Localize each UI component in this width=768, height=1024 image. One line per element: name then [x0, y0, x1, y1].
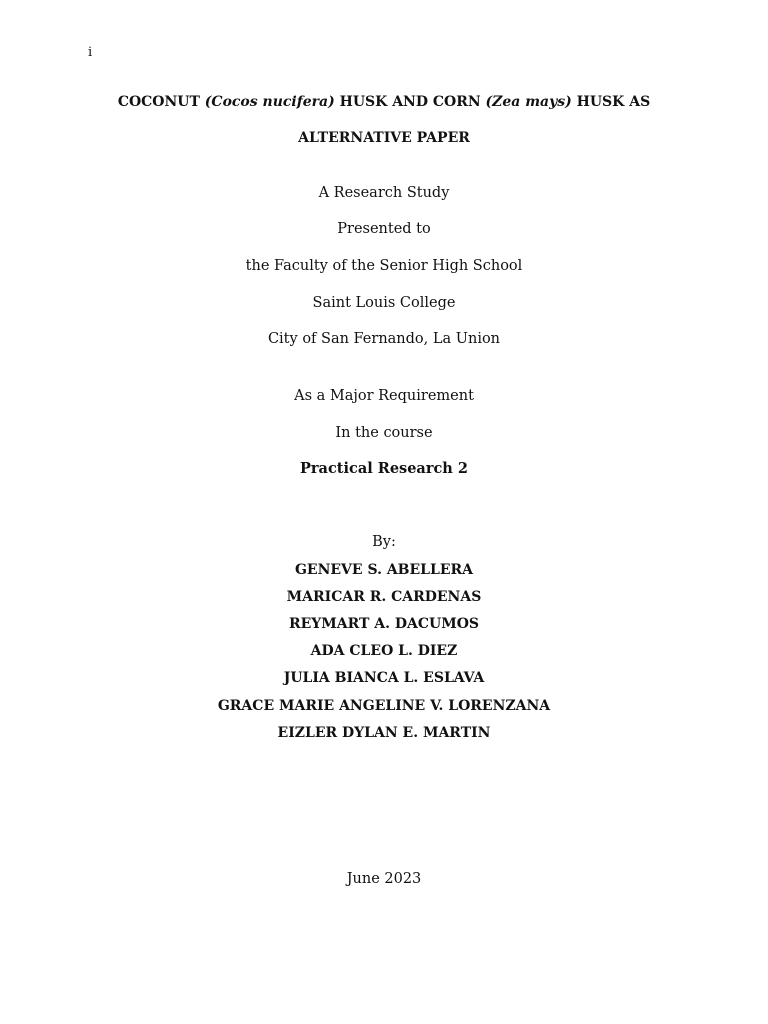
course-name: Practical Research 2: [300, 460, 468, 477]
school-name: Saint Louis College: [312, 295, 456, 311]
title-part-1: COCONUT: [117, 94, 205, 110]
author-name: GRACE MARIE ANGELINE V. LORENZANA: [217, 698, 551, 714]
school-location: City of San Fernando, La Union: [267, 331, 501, 347]
submission-date: June 2023: [346, 871, 422, 887]
title-line-1: [0, 93, 768, 111]
author-name: GENEVE S. ABELLERA: [294, 562, 474, 578]
by-label: By:: [372, 534, 396, 550]
page-number: i: [88, 45, 93, 60]
requirement-line: As a Major Requirement: [294, 388, 474, 404]
faculty-line: the Faculty of the Senior High School: [245, 258, 523, 274]
title-scientific-name-coconut: (Cocos nucifera): [204, 94, 335, 110]
author-name: ADA CLEO L. DIEZ: [310, 643, 458, 659]
title-line-2: ALTERNATIVE PAPER: [298, 130, 470, 146]
author-name: EIZLER DYLAN E. MARTIN: [277, 725, 491, 741]
author-name: REYMART A. DACUMOS: [288, 616, 480, 632]
author-name: MARICAR R. CARDENAS: [286, 589, 482, 605]
presented-to: Presented to: [337, 221, 431, 237]
study-type: A Research Study: [318, 185, 450, 201]
title-scientific-name-corn: (Zea mays): [485, 94, 572, 110]
title-part-3: HUSK AND CORN: [334, 94, 486, 110]
author-name: JULIA BIANCA L. ESLAVA: [283, 670, 485, 686]
course-intro: In the course: [335, 425, 433, 441]
title-part-5: HUSK AS: [571, 94, 651, 110]
